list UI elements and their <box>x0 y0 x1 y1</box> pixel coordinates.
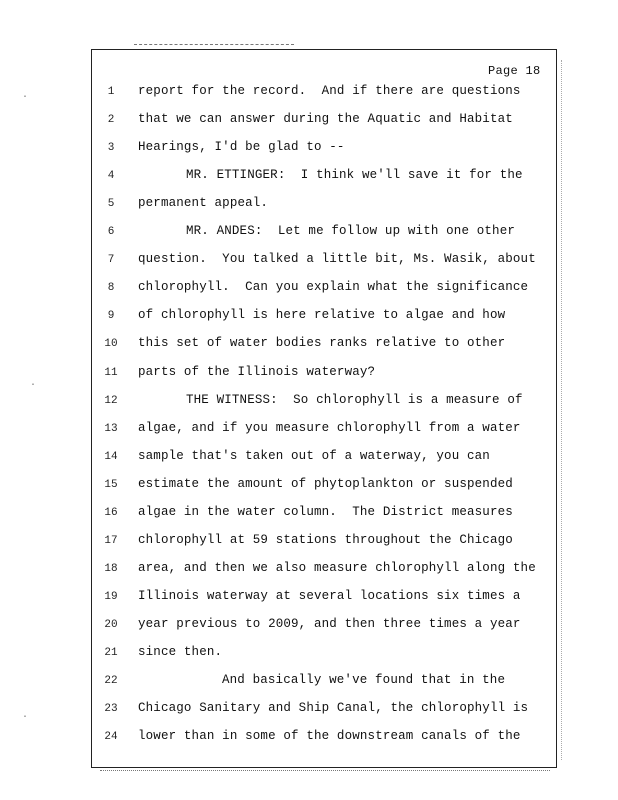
transcript-line <box>0 561 618 581</box>
line-number: 7 <box>107 254 115 267</box>
line-text: this set of water bodies ranks relative to other <box>138 336 506 351</box>
line-number: 21 <box>104 647 118 659</box>
bottom-scan-artifact <box>100 770 550 775</box>
line-number: 2 <box>107 114 115 127</box>
line-number: 8 <box>107 282 115 295</box>
line-text: estimate the amount of phytoplankton or suspended <box>138 476 513 491</box>
line-text: area, and then we also measure chlorophyll along the <box>138 560 536 575</box>
line-text: of chlorophyll is here relative to algae and how <box>138 308 506 323</box>
line-number: 3 <box>107 142 115 155</box>
line-text: MR. ANDES: Let me follow up with one other <box>186 224 516 239</box>
line-number: 19 <box>104 590 118 603</box>
line-text: algae, and if you measure chlorophyll from a water <box>138 420 521 435</box>
line-number: 1 <box>107 86 115 98</box>
transcript-line <box>0 84 618 104</box>
line-text: chlorophyll at 59 stations throughout the Chicago <box>138 532 513 547</box>
transcript-line <box>0 168 618 188</box>
line-number: 18 <box>104 562 118 575</box>
line-text: chlorophyll. Can you explain what the significance <box>138 280 529 295</box>
transcript-line <box>0 533 618 553</box>
line-number: 5 <box>107 198 115 211</box>
line-text: THE WITNESS: So chlorophyll is a measure of <box>186 392 523 407</box>
line-text: Hearings, I'd be glad to -- <box>138 140 345 155</box>
line-text: since then. <box>138 645 223 659</box>
line-number: 22 <box>104 675 118 688</box>
line-number: 6 <box>107 226 115 239</box>
transcript-line <box>0 393 618 413</box>
transcript-line <box>0 308 618 328</box>
transcript-line <box>0 336 618 356</box>
line-number: 20 <box>104 618 118 631</box>
left-margin-mark: · <box>30 380 37 391</box>
top-scan-artifact <box>134 44 294 48</box>
transcript-line <box>0 589 618 609</box>
line-text: question. You talked a little bit, Ms. Wasik, about <box>138 252 536 267</box>
transcript-line <box>0 645 618 665</box>
transcript-line <box>0 617 618 637</box>
transcript-line <box>0 449 618 469</box>
line-text: parts of the Illinois waterway? <box>138 364 376 379</box>
line-number: 4 <box>107 170 115 183</box>
line-number: 11 <box>104 366 118 379</box>
line-number: 13 <box>104 422 118 435</box>
line-text: MR. ETTINGER: I think we'll save it for the <box>186 168 523 183</box>
transcript-line <box>0 365 618 385</box>
transcript-line <box>0 224 618 244</box>
line-number: 12 <box>104 394 118 407</box>
line-text: report for the record. And if there are questions <box>138 84 521 98</box>
line-number: 9 <box>107 310 115 323</box>
line-text: Chicago Sanitary and Ship Canal, the chlorophyll is <box>138 701 529 716</box>
transcript-line <box>0 196 618 216</box>
line-text: permanent appeal. <box>138 196 269 211</box>
transcript-line <box>0 252 618 272</box>
line-number: 17 <box>104 534 118 547</box>
transcript-line <box>0 140 618 160</box>
transcript-line <box>0 280 618 300</box>
left-margin-mark: · <box>22 712 29 723</box>
left-margin-mark: · <box>22 92 29 103</box>
line-text: sample that's taken out of a waterway, you can <box>138 448 490 463</box>
line-text: year previous to 2009, and then three times a year <box>138 616 521 631</box>
line-text: lower than in some of the downstream canals of the <box>138 729 521 744</box>
transcript-line <box>0 729 618 749</box>
transcript-line <box>0 421 618 441</box>
line-text: And basically we've found that in the <box>222 673 506 688</box>
line-number: 14 <box>104 450 118 463</box>
line-number: 24 <box>104 731 118 744</box>
line-number: 16 <box>104 506 118 519</box>
page-number-label: Page 18 <box>488 64 541 78</box>
transcript-line <box>0 505 618 525</box>
line-text: algae in the water column. The District measures <box>138 504 513 519</box>
line-number: 23 <box>104 703 118 716</box>
transcript-line <box>0 477 618 497</box>
transcript-line <box>0 112 618 132</box>
transcript-line <box>0 673 618 693</box>
line-number: 10 <box>104 338 118 351</box>
line-text: that we can answer during the Aquatic and Habitat <box>138 112 513 127</box>
transcript-line <box>0 701 618 721</box>
line-text: Illinois waterway at several locations six times a <box>138 588 521 603</box>
line-number: 15 <box>104 478 118 491</box>
